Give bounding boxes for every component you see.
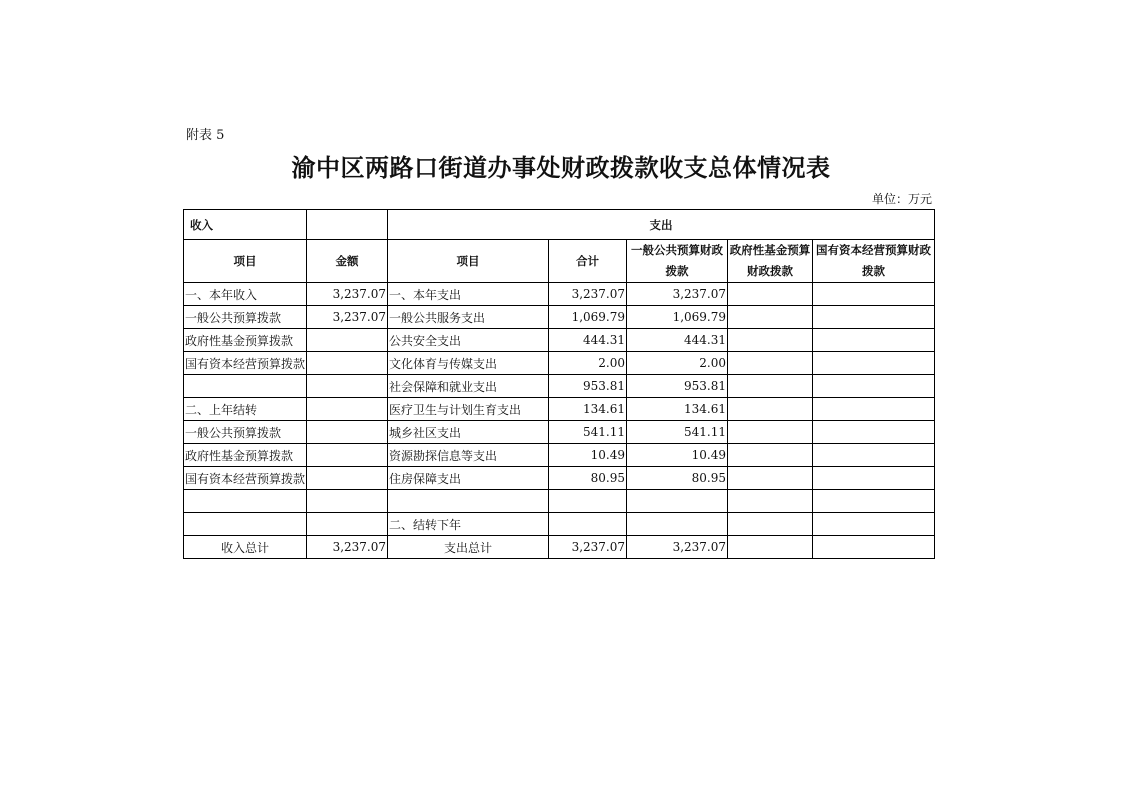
expense-total-cell: 134.61 bbox=[549, 398, 627, 421]
expense-item: 文化体育与传媒支出 bbox=[388, 352, 549, 375]
gov-fund-cell bbox=[728, 421, 813, 444]
general-budget-cell: 444.31 bbox=[627, 329, 728, 352]
income-item: 国有资本经营预算拨款 bbox=[184, 352, 307, 375]
expense-total-fund bbox=[728, 536, 813, 559]
header-row-1 bbox=[184, 210, 935, 240]
table-row bbox=[184, 444, 935, 467]
income-item: 政府性基金预算拨款 bbox=[184, 444, 307, 467]
general-budget-cell: 134.61 bbox=[627, 398, 728, 421]
income-item: 政府性基金预算拨款 bbox=[184, 329, 307, 352]
expense-total-cell: 541.11 bbox=[549, 421, 627, 444]
income-amount bbox=[307, 513, 388, 536]
table-row bbox=[184, 490, 935, 513]
gov-fund-cell bbox=[728, 444, 813, 467]
income-item: 国有资本经营预算拨款 bbox=[184, 467, 307, 490]
gov-fund-cell bbox=[728, 398, 813, 421]
income-amount bbox=[307, 352, 388, 375]
expense-item: 一般公共服务支出 bbox=[388, 306, 549, 329]
expense-item bbox=[388, 490, 549, 513]
header-row-2 bbox=[184, 240, 935, 283]
gov-fund-cell bbox=[728, 490, 813, 513]
table-row bbox=[184, 375, 935, 398]
gov-fund-cell bbox=[728, 306, 813, 329]
income-header: 收入 bbox=[184, 210, 307, 240]
state-capital-cell bbox=[813, 352, 935, 375]
expense-item: 社会保障和就业支出 bbox=[388, 375, 549, 398]
gov-fund-cell bbox=[728, 352, 813, 375]
page-title: 渝中区两路口街道办事处财政拨款收支总体情况表 bbox=[291, 154, 831, 182]
table-row bbox=[184, 467, 935, 490]
gov-fund-cell bbox=[728, 283, 813, 306]
expense-total-capital bbox=[813, 536, 935, 559]
expense-total-label: 支出总计 bbox=[388, 536, 549, 559]
table-row bbox=[184, 398, 935, 421]
income-amount: 3,237.07 bbox=[307, 306, 388, 329]
gov-fund-cell bbox=[728, 329, 813, 352]
state-capital-cell bbox=[813, 398, 935, 421]
income-amount bbox=[307, 329, 388, 352]
state-capital-cell bbox=[813, 444, 935, 467]
expense-total-cell: 1,069.79 bbox=[549, 306, 627, 329]
expense-item: 城乡社区支出 bbox=[388, 421, 549, 444]
expense-total-cell: 2.00 bbox=[549, 352, 627, 375]
general-budget-cell: 80.95 bbox=[627, 467, 728, 490]
general-budget-cell: 1,069.79 bbox=[627, 306, 728, 329]
state-capital-cell bbox=[813, 306, 935, 329]
table-row bbox=[184, 283, 935, 306]
income-amount bbox=[307, 398, 388, 421]
expense-item: 二、结转下年 bbox=[388, 513, 549, 536]
state-capital-cell bbox=[813, 490, 935, 513]
state-capital-cell bbox=[813, 467, 935, 490]
table-row bbox=[184, 421, 935, 444]
general-budget-cell: 953.81 bbox=[627, 375, 728, 398]
state-capital-cell bbox=[813, 283, 935, 306]
income-item-header: 项目 bbox=[184, 240, 307, 283]
income-item: 一般公共预算拨款 bbox=[184, 421, 307, 444]
expense-total-cell: 10.49 bbox=[549, 444, 627, 467]
general-budget-cell: 2.00 bbox=[627, 352, 728, 375]
totals-row bbox=[184, 536, 935, 559]
state-capital-cell bbox=[813, 513, 935, 536]
income-amount bbox=[307, 444, 388, 467]
general-budget-cell bbox=[627, 490, 728, 513]
state-capital-header: 国有资本经营预算财政拨款 bbox=[813, 240, 935, 283]
expense-item: 住房保障支出 bbox=[388, 467, 549, 490]
expense-total: 3,237.07 bbox=[549, 536, 627, 559]
unit-label: 单位：万元 bbox=[871, 192, 932, 206]
income-item bbox=[184, 375, 307, 398]
expense-total-general: 3,237.07 bbox=[627, 536, 728, 559]
income-item: 一、本年收入 bbox=[184, 283, 307, 306]
table-row bbox=[184, 329, 935, 352]
income-amount bbox=[307, 467, 388, 490]
expense-total-cell bbox=[549, 490, 627, 513]
state-capital-cell bbox=[813, 375, 935, 398]
expense-total-cell bbox=[549, 513, 627, 536]
expense-item-header: 项目 bbox=[388, 240, 549, 283]
state-capital-cell bbox=[813, 421, 935, 444]
gov-fund-cell bbox=[728, 375, 813, 398]
table-row bbox=[184, 513, 935, 536]
gov-fund-cell bbox=[728, 467, 813, 490]
gov-fund-header: 政府性基金预算财政拨款 bbox=[728, 240, 813, 283]
expense-item: 公共安全支出 bbox=[388, 329, 549, 352]
income-amount bbox=[307, 490, 388, 513]
income-item: 二、上年结转 bbox=[184, 398, 307, 421]
total-header: 合计 bbox=[549, 240, 627, 283]
state-capital-cell bbox=[813, 329, 935, 352]
expense-item: 资源勘探信息等支出 bbox=[388, 444, 549, 467]
expense-total-cell: 444.31 bbox=[549, 329, 627, 352]
general-budget-header: 一般公共预算财政拨款 bbox=[627, 240, 728, 283]
income-item: 一般公共预算拨款 bbox=[184, 306, 307, 329]
expense-item: 一、本年支出 bbox=[388, 283, 549, 306]
expense-total-cell: 3,237.07 bbox=[549, 283, 627, 306]
income-item bbox=[184, 490, 307, 513]
general-budget-cell: 10.49 bbox=[627, 444, 728, 467]
expense-item: 医疗卫生与计划生育支出 bbox=[388, 398, 549, 421]
expense-total-cell: 80.95 bbox=[549, 467, 627, 490]
income-total-amount: 3,237.07 bbox=[307, 536, 388, 559]
income-amount bbox=[307, 375, 388, 398]
blank-header-cell bbox=[307, 210, 388, 240]
budget-table bbox=[183, 209, 935, 559]
income-amount bbox=[307, 421, 388, 444]
general-budget-cell: 3,237.07 bbox=[627, 283, 728, 306]
income-amount-header: 金额 bbox=[307, 240, 388, 283]
income-item bbox=[184, 513, 307, 536]
gov-fund-cell bbox=[728, 513, 813, 536]
annex-label: 附表 5 bbox=[186, 128, 225, 143]
table-body bbox=[184, 283, 935, 536]
general-budget-cell: 541.11 bbox=[627, 421, 728, 444]
general-budget-cell bbox=[627, 513, 728, 536]
table-row bbox=[184, 352, 935, 375]
table-row bbox=[184, 306, 935, 329]
income-amount: 3,237.07 bbox=[307, 283, 388, 306]
expense-header: 支出 bbox=[388, 210, 935, 240]
expense-total-cell: 953.81 bbox=[549, 375, 627, 398]
income-total-label: 收入总计 bbox=[184, 536, 307, 559]
